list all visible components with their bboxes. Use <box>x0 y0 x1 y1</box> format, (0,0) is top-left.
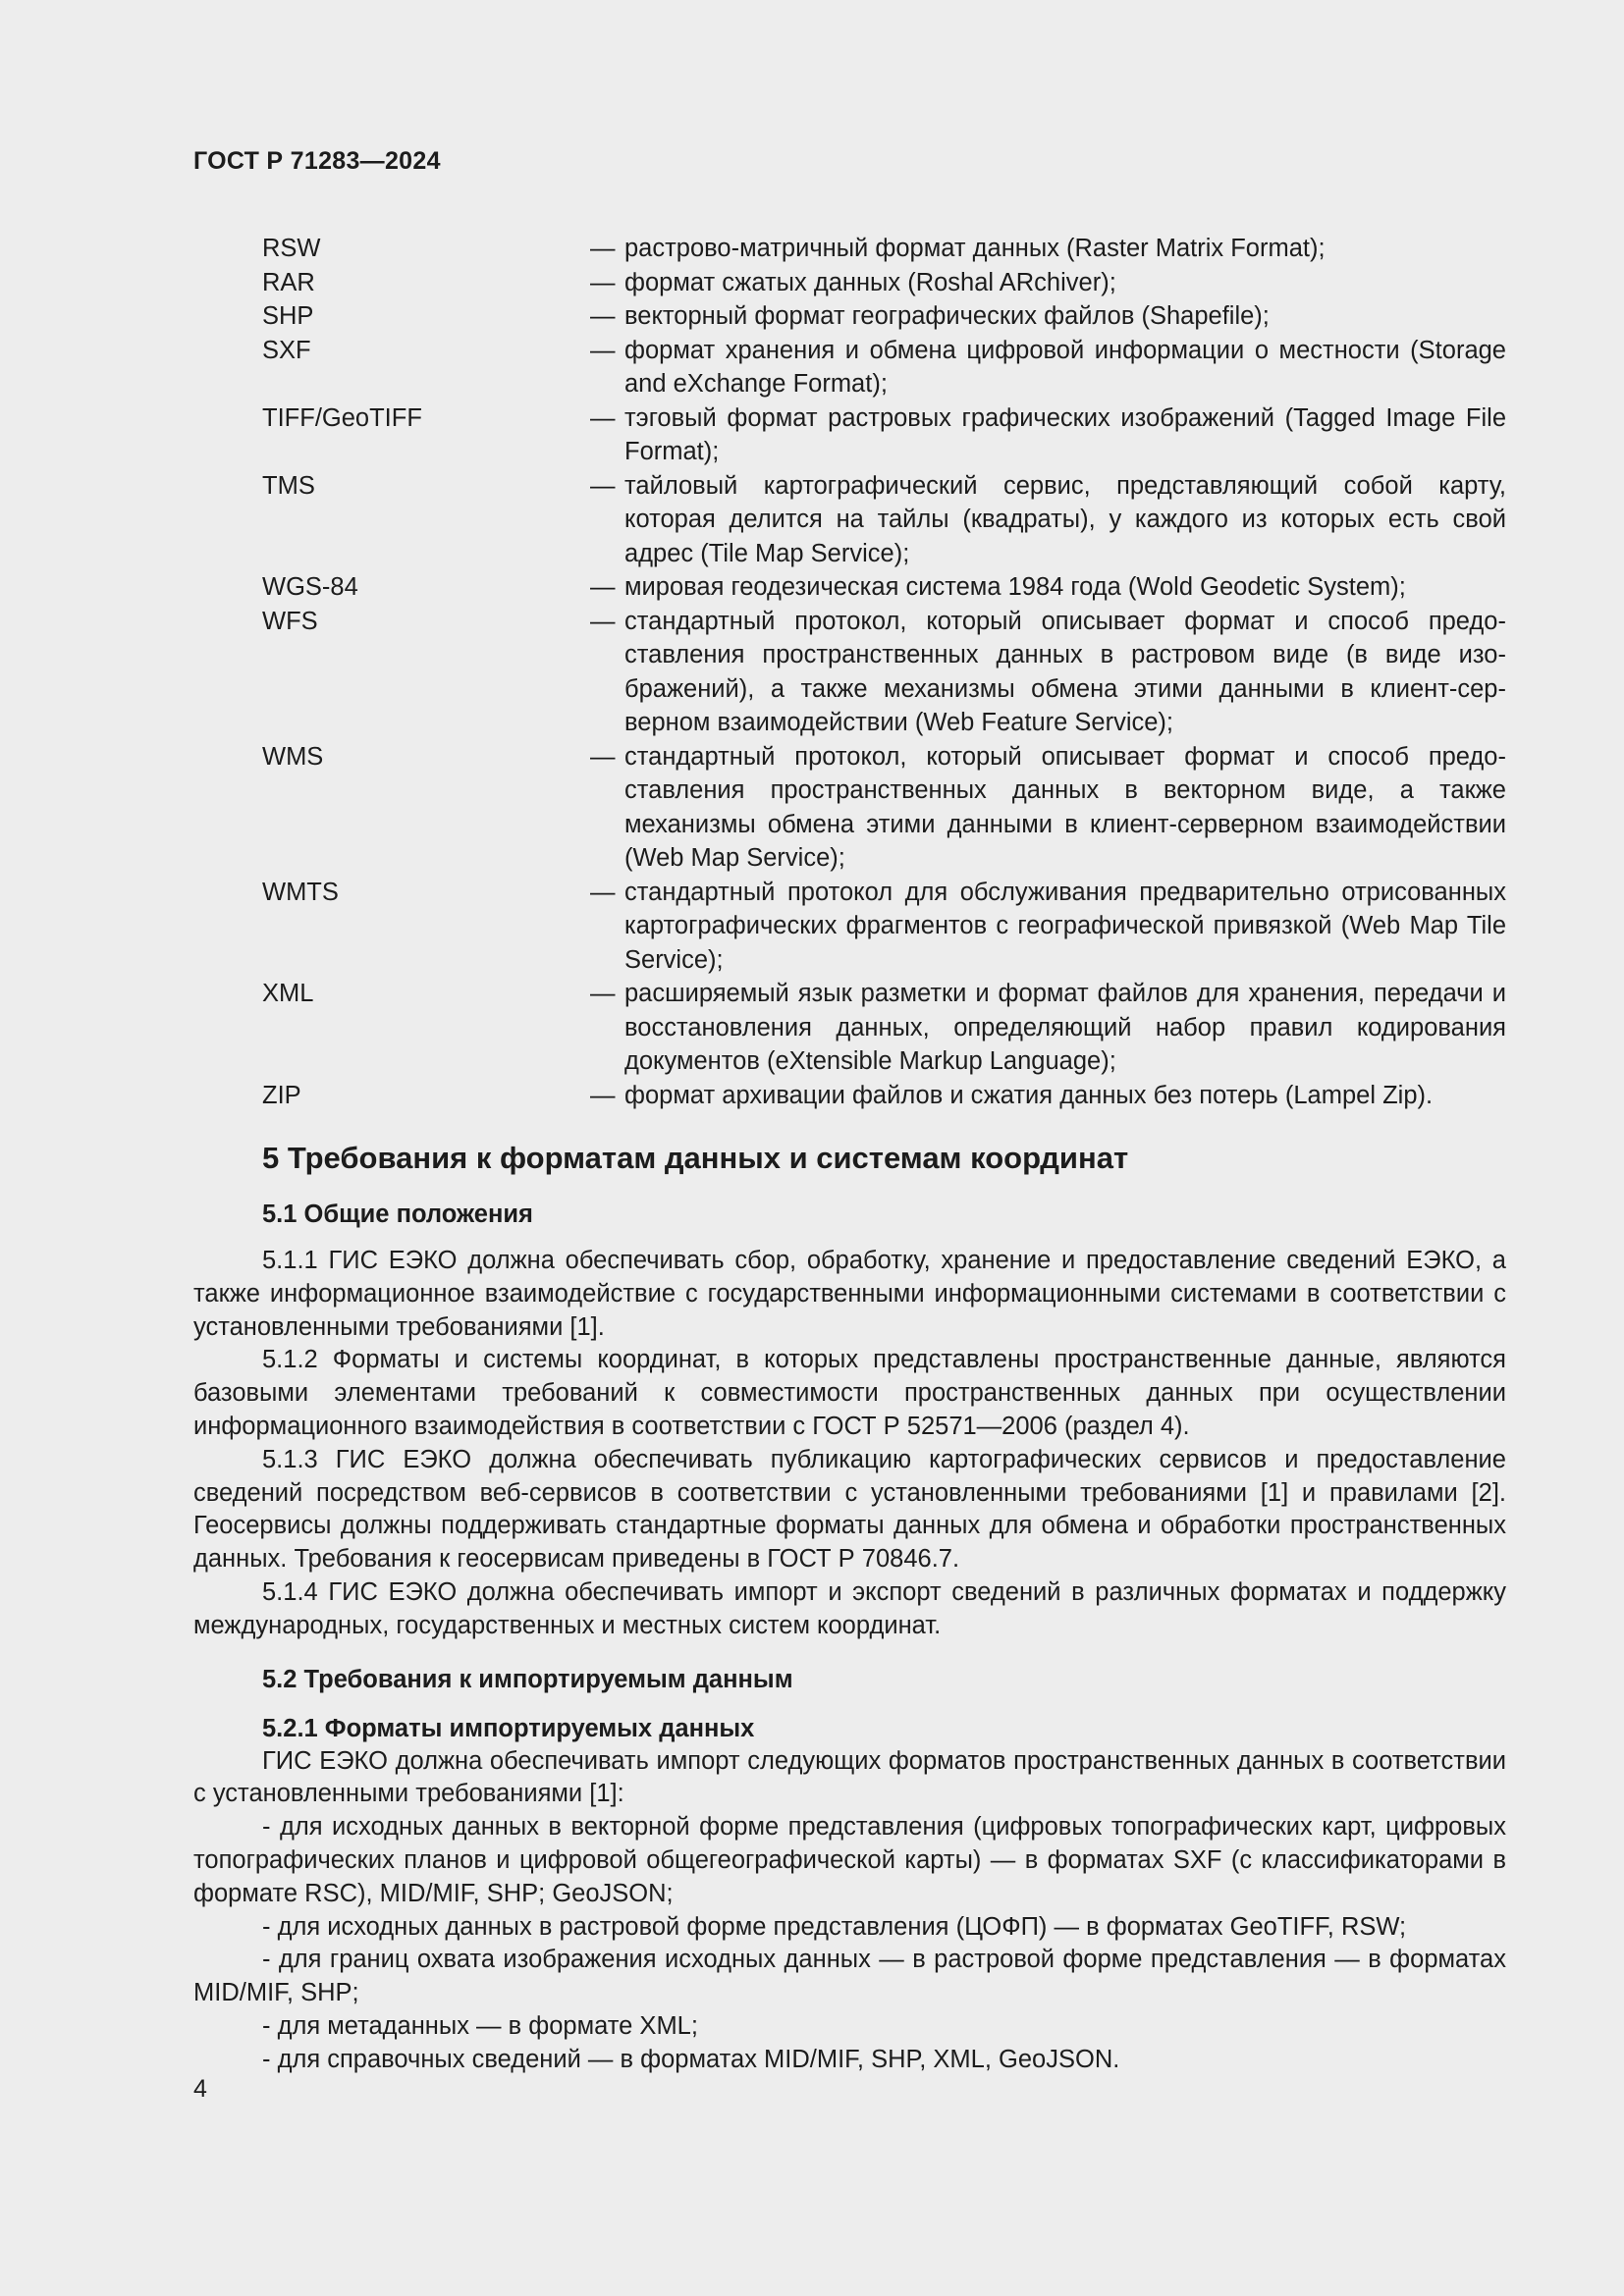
abbreviation-definition: тэговый формат растровых графических изображений (Tagged Image File Format); <box>624 403 1506 465</box>
abbreviation-dash: — <box>590 302 616 330</box>
abbreviation-definition: стандартный протокол, который описывает формат и способ предоставления пространственных данных в векторном виде, а также механизмы обмена этими данными в клиент-серверном взаимодействии (Web Map Service); <box>624 742 1506 872</box>
abbreviation-term: XML <box>262 980 314 1007</box>
abbreviation-term: TMS <box>262 471 315 500</box>
abbreviation-dash: — <box>590 235 616 262</box>
list-item: - для исходных данных в растровой форме представления (ЦОФП) — в форматах GeoTIFF, RSW; <box>262 1912 1407 1941</box>
abbreviation-dash: — <box>590 268 616 296</box>
paragraph: 5.1.4 ГИС ЕЭКО должна обеспечивать импорт и экспорт сведений в различных форматах и поддержку международных, государственных и местных систем координат. <box>193 1577 1506 1639</box>
abbreviation-term: TIFF/GeoTIFF <box>262 403 422 432</box>
abbreviation-definition: расширяемый язык разметки и формат файлов для хранения, передачи и восстановления данных, определяющий набор правил кодирования документов (eXtensible Markup Language); <box>624 980 1506 1075</box>
paragraph: ГИС ЕЭКО должна обеспечивать импорт следующих форматов пространственных данных в соответствии с установленными требованиями [1]: <box>193 1746 1506 1808</box>
subsection-heading: 5.2 Требования к импортируемым данным <box>262 1665 793 1693</box>
abbreviation-term: WGS-84 <box>262 573 358 601</box>
abbreviation-term: WMS <box>262 742 324 771</box>
abbreviation-row <box>262 299 1506 334</box>
abbreviation-dash: — <box>590 403 616 432</box>
section-heading: 5 Требования к форматам данных и системам координат <box>262 1141 1129 1175</box>
document-header: ГОСТ Р 71283—2024 <box>193 147 441 175</box>
abbreviation-row <box>262 232 1506 266</box>
subsubsection-heading: 5.2.1 Форматы импортируемых данных <box>262 1714 755 1742</box>
list-item: - для метаданных — в формате XML; <box>262 2011 698 2040</box>
paragraph: 5.1.2 Форматы и системы координат, в которых представлены пространственные данные, являются базовыми элементами требований к совместимости пространственных данных при осуществлении информационного взаимодействия в соответствии с ГОСТ Р 52571—2006 (раздел 4). <box>193 1346 1506 1440</box>
abbreviation-row <box>262 266 1506 300</box>
abbreviation-row <box>262 977 1506 1079</box>
abbreviation-term: WFS <box>262 607 318 635</box>
abbreviation-dash: — <box>590 336 616 364</box>
abbreviation-dash: — <box>590 1081 616 1109</box>
abbreviation-row <box>262 876 1506 978</box>
abbreviation-dash: — <box>590 573 616 601</box>
abbreviation-term: WMTS <box>262 878 339 906</box>
abbreviation-definition: стандартный протокол, который описывает формат и способ предоставления пространственных данных в растровом виде (в виде изображений), а также механизмы обмена этими данными в клиент-серверном взаимодействии (Web Feature Service); <box>624 607 1506 736</box>
abbreviation-row <box>262 1079 1506 1113</box>
abbreviation-term: SXF <box>262 336 311 364</box>
abbreviation-term: RAR <box>262 268 315 296</box>
list-item: - для границ охвата изображения исходных данных — в растровой форме представления — в форматах MID/MIF, SHP; <box>193 1946 1506 2007</box>
abbreviation-row <box>262 740 1506 876</box>
list-item: - для справочных сведений — в форматах MID/MIF, SHP, XML, GeoJSON. <box>262 2045 1120 2073</box>
abbreviation-definition: формат сжатых данных (Roshal ARchiver); <box>624 268 1116 296</box>
abbreviation-row <box>262 605 1506 740</box>
section-5 <box>193 1139 1506 2077</box>
subsection-heading: 5.1 Общие положения <box>262 1201 533 1228</box>
abbreviation-definition: формат архивации файлов и сжатия данных без потерь (Lampel Zip). <box>624 1081 1434 1109</box>
abbreviation-definition: формат хранения и обмена цифровой информации о местности (Storage and eXchange Format); <box>624 336 1506 398</box>
abbreviation-dash: — <box>590 471 616 500</box>
abbreviation-term: RSW <box>262 235 321 262</box>
abbreviation-definition: тайловый картографический сервис, представляющий собой карту, которая делится на тайлы (квадраты), у каждого из которых есть свой адрес (Tile Map Service); <box>624 471 1506 567</box>
abbreviation-dash: — <box>590 878 616 906</box>
abbreviation-term: SHP <box>262 302 314 330</box>
abbreviation-definition: стандартный протокол для обслуживания предварительно отрисованных картографических фрагментов с географической привязкой (Web Map Tile Service); <box>624 878 1506 974</box>
abbreviation-row <box>262 570 1506 605</box>
abbreviation-row <box>262 469 1506 571</box>
abbreviation-definition: мировая геодезическая система 1984 года (Wold Geodetic System); <box>624 573 1406 601</box>
abbreviation-dash: — <box>590 742 616 771</box>
abbreviation-dash: — <box>590 980 616 1007</box>
abbreviation-definition: растрово-матричный формат данных (Raster Matrix Format); <box>624 235 1326 262</box>
abbreviation-row <box>262 401 1506 469</box>
abbreviation-dash: — <box>590 607 616 635</box>
abbreviation-term: ZIP <box>262 1081 301 1109</box>
paragraph: 5.1.1 ГИС ЕЭКО должна обеспечивать сбор, обработку, хранение и предоставление сведений ЕЭКО, а также информационное взаимодействие с государственными информационными системами в соответствии с установленными требованиями [1]. <box>193 1247 1506 1341</box>
abbreviation-list <box>262 232 1506 1112</box>
abbreviation-row <box>262 334 1506 401</box>
paragraph: 5.1.3 ГИС ЕЭКО должна обеспечивать публикацию картографических сервисов и предоставление сведений посредством веб-сервисов в соответствии с установленными требованиями [1] и правилами [2]. Геосервисы должны поддерживать стандартные форматы данных для обмена и обработки пространственных данных. Требования к геосервисам приведены в ГОСТ Р 70846.7. <box>193 1445 1506 1574</box>
page-number: 4 <box>193 2075 207 2103</box>
list-item: - для исходных данных в векторной форме представления (цифровых топографических карт, цифровых топографических планов и цифровой общегеографической карты) — в форматах SXF (с классификаторами в формате RSC), MID/MIF, SHP; GeoJSON; <box>193 1813 1506 1907</box>
abbreviation-definition: векторный формат географических файлов (Shapefile); <box>624 302 1270 330</box>
